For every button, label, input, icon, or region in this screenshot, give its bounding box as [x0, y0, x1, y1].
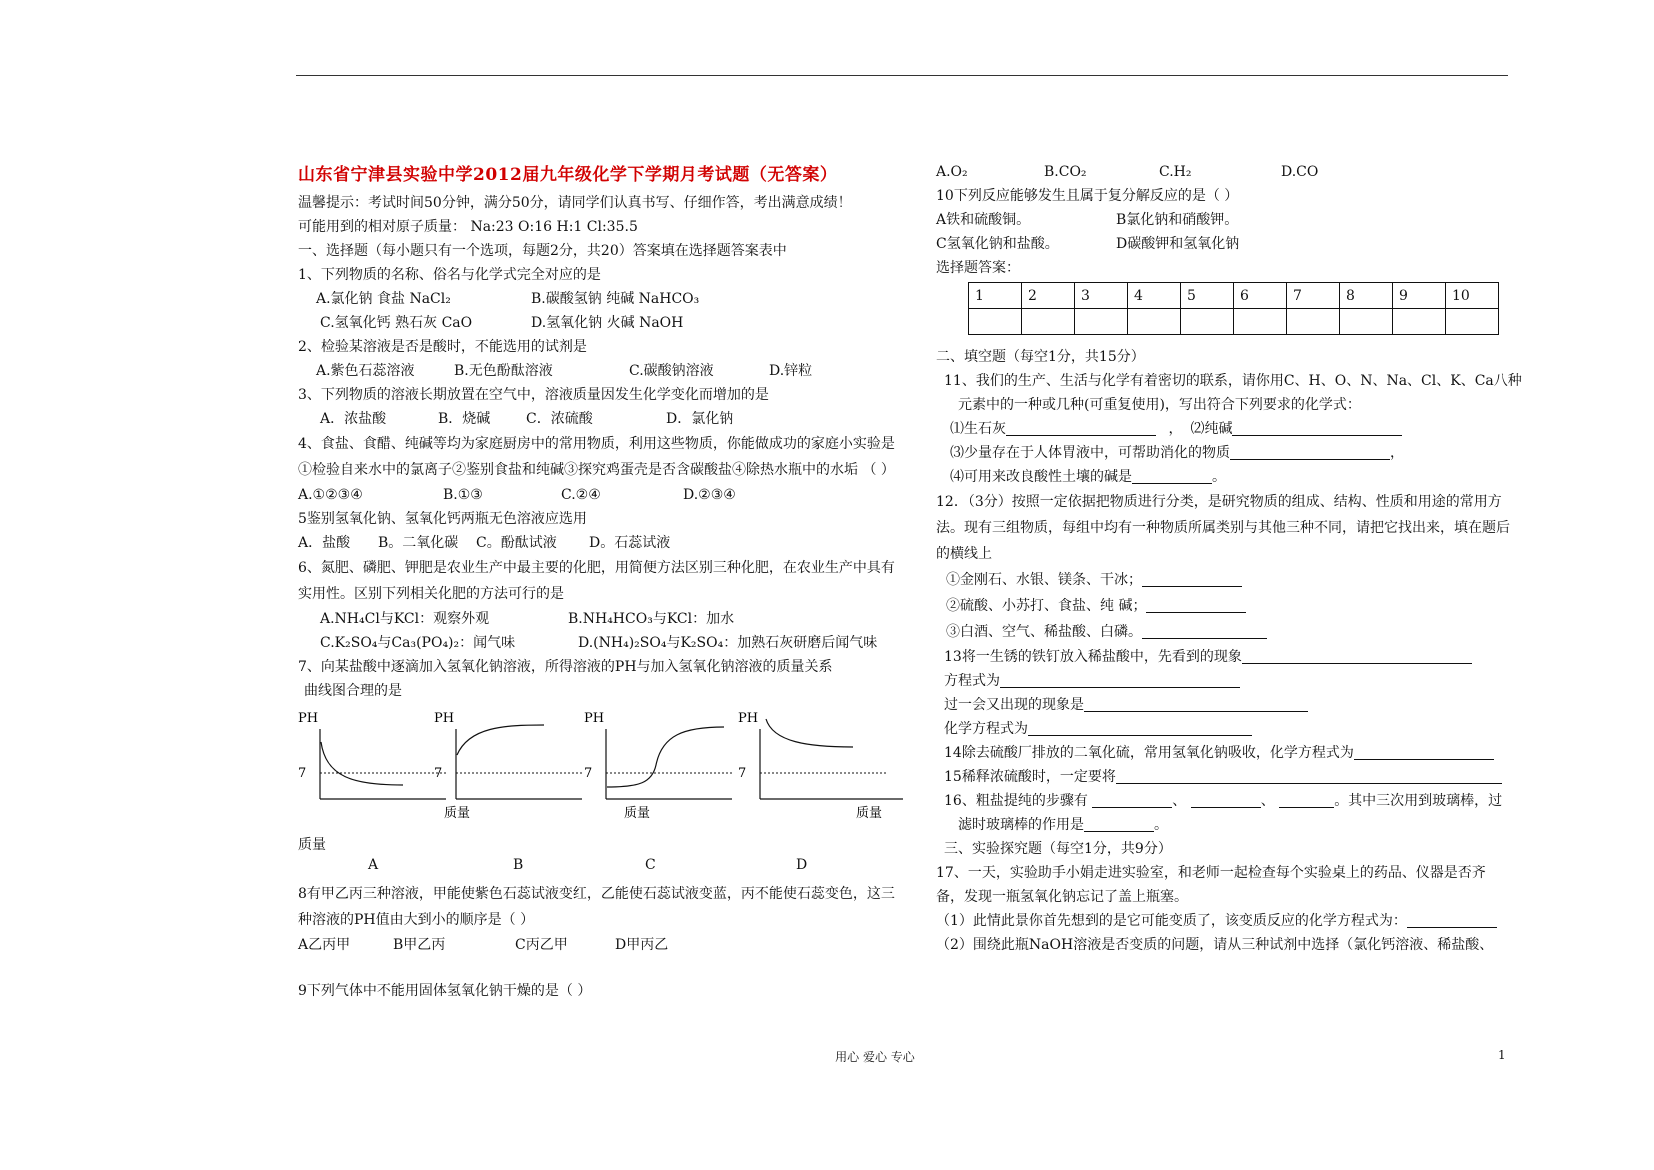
q6-option-a: A.NH₄Cl与KCl：观察外观 — [320, 611, 490, 627]
q11-item-2: ⑵纯碱 — [1190, 421, 1233, 437]
section-3-heading: 三、实验探究题（每空1分，共9分） — [944, 841, 1172, 857]
q12-item-3 — [936, 619, 1511, 645]
graph-d-x-label: 质量 — [856, 806, 883, 821]
q13-later — [936, 693, 1511, 717]
q12-blank-2[interactable] — [1146, 596, 1246, 613]
q13-blank-3[interactable] — [1084, 695, 1308, 712]
graph-c-y-label: PH — [584, 711, 605, 726]
question-15 — [936, 765, 1511, 789]
q1-options-row-2 — [298, 311, 898, 335]
q11-item-3-end: ， — [1390, 445, 1404, 461]
answer-cell[interactable] — [1287, 309, 1340, 335]
question-14 — [936, 741, 1511, 765]
q5-option-c: C。酚酞试液 — [476, 535, 557, 551]
page-title: 山东省宁津县实验中学2012届九年级化学下学期月考试题（无答案） — [298, 165, 838, 185]
question-12-line-1: 12．（3分）按照一定依据把物质进行分类，是研究物质的组成、结构、性质和用途的常用方 — [936, 494, 1502, 510]
q14-blank[interactable] — [1354, 743, 1494, 760]
q11-blank-3[interactable] — [1230, 443, 1390, 460]
question-16-text: 16、粗盐提纯的步骤有 — [944, 793, 1088, 809]
q12-blank-1[interactable] — [1142, 570, 1242, 587]
graph-letter-c: C — [645, 857, 656, 873]
graph-letter-d: D — [796, 857, 808, 873]
q4-options — [298, 483, 898, 507]
graph-b-curve — [457, 725, 544, 755]
answer-col-5: 5 — [1181, 283, 1234, 309]
q12-item-1-text: ①金刚石、水银、镁条、干冰； — [946, 572, 1142, 588]
q10-option-a: A铁和硫酸铜。 — [936, 212, 1031, 228]
answer-col-9: 9 — [1393, 283, 1446, 309]
answer-cell[interactable] — [1340, 309, 1393, 335]
answer-input-row — [969, 309, 1499, 335]
q13-blank-2[interactable] — [1000, 671, 1240, 688]
graph-c — [584, 707, 734, 822]
graph-a-x-label: 质量 — [298, 837, 326, 853]
graph-b — [434, 707, 584, 822]
answer-cell[interactable] — [1128, 309, 1181, 335]
q9-option-a: A.O₂ — [936, 164, 968, 180]
graph-c-mark: 7 — [584, 766, 593, 781]
q11-item-3: ⑶少量存在于人体胃液中，可帮助消化的物质 — [950, 445, 1230, 461]
q16-end: 。 — [1154, 817, 1168, 833]
q16-separator-1: 、 — [1172, 793, 1187, 809]
question-11-cont: 元素中的一种或几种(可重复使用)，写出符合下列要求的化学式： — [958, 397, 1361, 413]
q10-options-row-2 — [936, 232, 1511, 256]
question-1: 1、下列物质的名称、俗名与化学式完全对应的是 — [298, 267, 601, 283]
q6-option-d: D.(NH₄)₂SO₄与K₂SO₄：加熟石灰研磨后闻气味 — [578, 635, 878, 651]
q16-blank-3[interactable] — [1279, 791, 1334, 808]
q5-option-a: A．盐酸 — [298, 535, 351, 551]
q4-option-b: B.①③ — [443, 487, 483, 503]
graph-a — [298, 707, 448, 822]
page-footer: 用心 爱心 专心 — [835, 1050, 915, 1064]
answer-cell[interactable] — [1075, 309, 1128, 335]
section-1-heading: 一、选择题（每小题只有一个选项，每题2分，共20）答案填在选择题答案表中 — [298, 243, 787, 259]
q2-option-b: B.无色酚酞溶液 — [454, 363, 553, 379]
q5-options — [298, 531, 898, 555]
graph-d-mark: 7 — [738, 766, 747, 781]
question-5: 5鉴别氢氧化钠、氢氧化钙两瓶无色溶液应选用 — [298, 511, 587, 527]
question-11: 11、我们的生产、生活与化学有着密切的联系，请你用C、H、O、N、Na、Cl、K、Ca八种 — [944, 373, 1522, 389]
q1-option-b: B.碳酸氢钠 纯碱 NaHCO₃ — [531, 291, 700, 307]
q5-option-b: B。二氧化碳 — [378, 535, 459, 551]
q10-options-row-1 — [936, 208, 1511, 232]
q16-blank-4[interactable] — [1084, 815, 1154, 832]
page-number: 1 — [1498, 1048, 1506, 1062]
q3-option-a: A．浓盐酸 — [320, 411, 387, 427]
q17-blank-1[interactable] — [1407, 911, 1497, 928]
question-7: 7、向某盐酸中逐滴加入氢氧化钠溶液，所得溶液的PH与加入氢氧化钠溶液的质量关系 — [298, 659, 833, 675]
q1-option-c: C.氢氧化钙 熟石灰 CaO — [320, 315, 473, 331]
q3-options — [298, 407, 898, 431]
q16-separator-2: 、 — [1260, 793, 1275, 809]
q11-line-3 — [936, 465, 1511, 489]
q13-blank-1[interactable] — [1242, 647, 1472, 664]
answer-col-8: 8 — [1340, 283, 1393, 309]
answer-cell[interactable] — [969, 309, 1022, 335]
answer-col-7: 7 — [1287, 283, 1340, 309]
q17-part-2: （2）围绕此瓶NaOH溶液是否变质的问题，请从三种试剂中选择（氯化钙溶液、稀盐酸、 — [936, 937, 1494, 953]
answer-col-6: 6 — [1234, 283, 1287, 309]
graph-b-y-label: PH — [434, 711, 455, 726]
q3-option-d: D．氯化钠 — [666, 411, 734, 427]
q3-option-c: C．浓硫酸 — [526, 411, 593, 427]
q17-part-1-text: （1）此情此景你首先想到的是它可能变质了，该变质反应的化学方程式为： — [936, 913, 1407, 929]
q2-options — [298, 359, 898, 383]
q1-option-a: A.氯化钠 食盐 NaCl₂ — [316, 291, 451, 307]
q3-option-b: B．烧碱 — [438, 411, 491, 427]
exam-tip: 温馨提示：考试时间50分钟，满分50分，请同学们认真书写、仔细作答，考出满意成绩！ — [298, 195, 852, 211]
question-9: 9下列气体中不能用固体氢氧化钠干燥的是（ ） — [298, 983, 592, 999]
ph-graphs — [298, 707, 898, 837]
question-4: 4、食盐、食醋、纯碱等均为家庭厨房中的常用物质，利用这些物质，你能做成功的家庭小实验是①检验自来水中的氯离子②鉴别食盐和纯碱③探究鸡蛋壳是否含碳酸盐④除热水瓶中的水垢 （ ） — [298, 436, 895, 478]
q9-option-c: C.H₂ — [1159, 164, 1192, 180]
q13-equation — [936, 669, 1511, 693]
q5-option-d: D。石蕊试液 — [589, 535, 671, 551]
answer-cell[interactable] — [1181, 309, 1234, 335]
graph-letter-a: A — [368, 857, 379, 873]
q11-item-4-end: 。 — [1212, 469, 1226, 485]
q11-item-4: ⑷可用来改良酸性土壤的碱是 — [950, 469, 1132, 485]
answer-col-2: 2 — [1022, 283, 1075, 309]
q2-option-a: A.紫色石蕊溶液 — [316, 363, 415, 379]
q4-option-a: A.①②③④ — [298, 487, 363, 503]
graph-a-y-label: PH — [298, 711, 319, 726]
q11-blank-2[interactable] — [1232, 419, 1402, 436]
q9-option-d: D.CO — [1281, 164, 1319, 180]
q13-equation-2 — [936, 717, 1511, 741]
q12-item-2 — [936, 593, 1511, 619]
graph-d-y-label: PH — [738, 711, 759, 726]
question-16-cont — [936, 813, 1511, 837]
q11-blank-4[interactable] — [1132, 467, 1212, 484]
q6-option-c: C.K₂SO₄与Ca₃(PO₄)₂：闻气味 — [320, 635, 516, 651]
q4-option-d: D.②③④ — [683, 487, 736, 503]
q10-option-c: C氢氧化钠和盐酸。 — [936, 236, 1059, 252]
question-15-text: 15稀释浓硫酸时，一定要将 — [944, 769, 1116, 785]
q9-options — [936, 160, 1511, 184]
q11-blank-1[interactable] — [1006, 419, 1156, 436]
question-12 — [936, 489, 1511, 567]
question-10: 10下列反应能够发生且属于复分解反应的是（ ） — [936, 188, 1239, 204]
q10-option-b: B氯化钠和硝酸钾。 — [1116, 212, 1239, 228]
q11-item-1: ⑴生石灰 — [950, 421, 1006, 437]
graph-d-curve — [766, 719, 853, 747]
question-12-line-2: 法。现有三组物质，每组中均有一种物质所属类别与其他三种不同，请把它找出来，填在题后的横线上 — [936, 520, 1510, 562]
q12-item-2-text: ②硫酸、小苏打、食盐、纯 碱； — [946, 598, 1147, 614]
question-7-cont: 曲线图合理的是 — [304, 683, 402, 699]
answer-label: 选择题答案： — [936, 260, 1020, 276]
q6-options-row-1 — [298, 607, 898, 631]
graph-d — [738, 707, 908, 822]
q8-option-c: C丙乙甲 — [515, 937, 568, 953]
graph-letters — [298, 857, 898, 881]
q11-separator: ， — [1168, 421, 1183, 437]
q4-option-c: C.②④ — [561, 487, 601, 503]
answer-col-4: 4 — [1128, 283, 1181, 309]
atomic-mass: 可能用到的相对原子质量： Na:23 O:16 H:1 Cl:35.5 — [298, 219, 638, 235]
graph-a-mark: 7 — [298, 766, 307, 781]
question-8: 8有甲乙丙三种溶液，甲能使紫色石蕊试液变红，乙能使石蕊试液变蓝，丙不能使石蕊变色，这三种溶液的PH值由大到小的顺序是（ ） — [298, 886, 895, 928]
section-2-heading: 二、填空题（每空1分，共15分） — [936, 349, 1145, 365]
left-column — [298, 160, 898, 1003]
graph-letter-b: B — [513, 857, 524, 873]
question-17: 17、一天，实验助手小娟走进实验室，和老师一起检查每个实验桌上的药品、仪器是否齐备，发现一瓶氢氧化钠忘记了盖上瓶塞。 — [936, 865, 1486, 905]
question-13-text: 13将一生锈的铁钉放入稀盐酸中，先看到的现象 — [944, 649, 1242, 665]
answer-table — [968, 282, 1499, 335]
q12-item-3-text: ③白酒、空气、稀盐酸、白磷。 — [946, 624, 1142, 640]
question-13 — [936, 645, 1511, 669]
answer-header-row — [969, 283, 1499, 309]
question-14-text: 14除去硫酸厂排放的二氧化硫，常用氢氧化钠吸收，化学方程式为 — [944, 745, 1354, 761]
q1-option-d: D.氢氧化钠 火碱 NaOH — [531, 315, 684, 331]
graph-c-curve — [607, 727, 724, 787]
answer-cell[interactable] — [1234, 309, 1287, 335]
right-column — [936, 160, 1522, 957]
question-2: 2、检验某溶液是否是酸时，不能选用的试剂是 — [298, 339, 587, 355]
question-6: 6、氮肥、磷肥、钾肥是农业生产中最主要的化肥，用简便方法区别三种化肥，在农业生产中具有实用性。区别下列相关化肥的方法可行的是 — [298, 560, 895, 602]
q12-blank-3[interactable] — [1142, 622, 1267, 639]
q2-option-c: C.碳酸钠溶液 — [629, 363, 714, 379]
q8-option-a: A乙丙甲 — [298, 937, 351, 953]
q2-option-d: D.锌粒 — [769, 363, 813, 379]
q16-blank-2[interactable] — [1191, 791, 1261, 808]
q13-later-label: 过一会又出现的现象是 — [944, 697, 1084, 713]
q6-option-b: B.NH₄HCO₃与KCl：加水 — [568, 611, 735, 627]
answer-cell[interactable] — [1446, 309, 1499, 335]
question-16-cont-text: 滤时玻璃棒的作用是 — [958, 817, 1084, 833]
answer-cell[interactable] — [1022, 309, 1075, 335]
answer-cell[interactable] — [1393, 309, 1446, 335]
q15-blank[interactable] — [1116, 767, 1502, 784]
answer-col-3: 3 — [1075, 283, 1128, 309]
graph-b-x-label: 质量 — [444, 806, 471, 821]
graph-b-mark: 7 — [434, 766, 443, 781]
q13-equation-2-label: 化学方程式为 — [944, 721, 1028, 737]
q11-line-2 — [936, 441, 1511, 465]
q8-option-b: B甲乙丙 — [393, 937, 446, 953]
answer-col-1: 1 — [969, 283, 1022, 309]
q13-equation-label: 方程式为 — [944, 673, 1000, 689]
question-16 — [936, 789, 1511, 813]
q10-option-d: D碳酸钾和氢氧化钠 — [1116, 236, 1240, 252]
q12-item-1 — [936, 567, 1511, 593]
q17-part-1 — [936, 909, 1511, 933]
q6-options-row-2 — [298, 631, 898, 655]
q11-line-1 — [936, 417, 1511, 441]
q1-options-row-1 — [298, 287, 898, 311]
q8-option-d: D甲丙乙 — [615, 937, 669, 953]
q16-tail: 。其中三次用到玻璃棒，过 — [1334, 793, 1503, 809]
answer-col-10: 10 — [1446, 283, 1499, 309]
question-3: 3、下列物质的溶液长期放置在空气中，溶液质量因发生化学变化而增加的是 — [298, 387, 769, 403]
graph-a-curve — [321, 742, 403, 785]
graph-c-x-label: 质量 — [624, 806, 651, 821]
q9-option-b: B.CO₂ — [1044, 164, 1087, 180]
q8-options — [298, 933, 898, 957]
header-rule — [296, 75, 1508, 76]
q16-blank-1[interactable] — [1092, 791, 1172, 808]
q13-blank-4[interactable] — [1028, 719, 1252, 736]
